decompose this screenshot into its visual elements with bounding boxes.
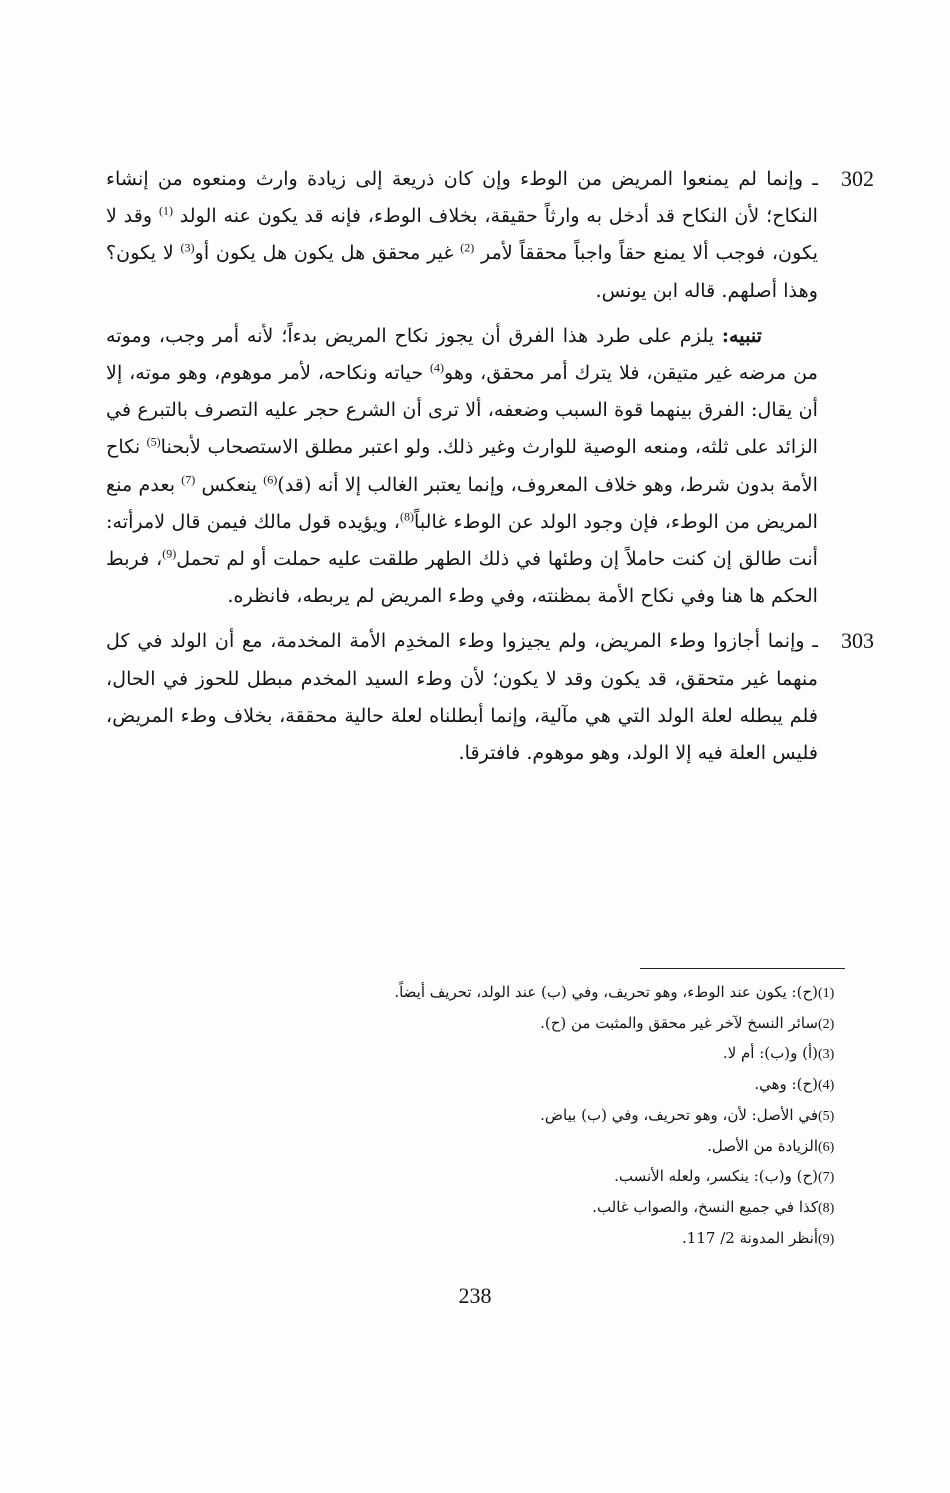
paragraph-text: حياته ونكاحه، لأمر موهوم، وهو موته، إلا أن يقال: الفرق بينهما قوة السبب وضعفه، ألا ترى أن الشرع حجر عليه التصرف بالتبرع في الزائد على ثلثه، ومنعه الوصية للوارث وغير ذلك. ولو اعتبر مطلق الاستصحاب لأبحنا (106, 361, 818, 459)
footnote-number: (1) (818, 986, 835, 1001)
footnote-number: (6) (818, 1139, 835, 1155)
paragraph-text: ، ويؤيده قول مالك فيمن قال لامرأته: أنت طالق إن كنت حاملاً إن وطئها في ذلك الطهر طلقت عليه حملت أو لم تحمل (106, 509, 818, 571)
footnote-text: أنظر المدونة 2/ 117. (682, 1228, 818, 1247)
paragraph-text: وقد لا يكون، فوجب ألا يمنع حقاً واجباً محققاً لأمر (106, 204, 818, 265)
footnote-ref-4: (4) (430, 360, 445, 375)
tanbih-label: تنبيه: (721, 323, 762, 347)
footnote-text: كذا في جميع النسخ، والصواب غالب. (592, 1197, 818, 1216)
footnote-number: (7) (818, 1170, 835, 1186)
paragraph-303 (106, 622, 874, 771)
tanbih-paragraph (106, 317, 818, 615)
paragraph-text: غير محقق هل يكون هل يكون أو (194, 241, 454, 265)
paragraph-text: ينعكس (201, 472, 257, 496)
footnote-number: (2) (818, 1016, 835, 1032)
footnote-ref-9: (9) (162, 546, 177, 561)
footnote-item (200, 1101, 852, 1132)
footnote-text: (ح): وهي. (754, 1075, 818, 1094)
footnote-ref-6: (6) (263, 472, 278, 487)
footnotes-list (200, 978, 852, 1254)
footnote-ref-2: (2) (460, 241, 475, 256)
paragraph-302 (106, 160, 874, 309)
footnote-item (200, 1132, 852, 1163)
footnote-text: (أ) و(ب): أم لا. (722, 1044, 818, 1063)
footnote-item (200, 1162, 852, 1193)
paragraph-number: 302 (841, 166, 874, 191)
footnote-item (200, 1039, 852, 1070)
paragraph-text: ـ وإنما لم يمنعوا المريض من الوطء وإن كان ذريعة إلى زيادة وارث ومنعوه من إنشاء النكاح؛ لأن النكاح قد أدخل به وارثاً حقيقة، بخلاف الوطء، فإنه قد يكون عنه الولد (106, 167, 818, 228)
footnote-ref-7: (7) (181, 472, 196, 487)
footnote-ref-1: (1) (158, 203, 173, 218)
footnote-separator (640, 968, 845, 969)
footnote-item (200, 1009, 852, 1040)
footnote-item (200, 978, 852, 1009)
paragraph-text: ، فربط الحكم ها هنا وفي نكاح الأمة بمظنته، وفي وطء المريض لم يربطه، فانظره. (106, 547, 818, 608)
footnote-number: (4) (818, 1078, 835, 1094)
main-text (106, 160, 874, 771)
footnote-number: (3) (818, 1047, 835, 1063)
paragraph-text: ـ وإنما أجازوا وطء المريض، ولم يجيزوا وطء المخدِم الأمة المخدمة، مع أن الولد في كل منهما غير متحقق، قد يكون وقد لا يكون؛ لأن وطء السيد المخدم مبطل للحوز في الحال، فلم يبطله لعلة الولد التي هي مآلية، وإنما أبطلناه لعلة حالية محققة، بخلاف وطء المريض، فليس العلة فيه إلا الولد، وهو موهوم. فافترقا. (106, 629, 818, 765)
footnote-ref-5: (5) (146, 435, 161, 450)
footnote-number: (9) (818, 1231, 835, 1247)
footnote-number: (8) (818, 1200, 835, 1216)
paragraph-text: بعدم منع المريض من الوطء، فإن وجود الولد عن الوطء غالباً (106, 472, 819, 533)
footnote-item (200, 1224, 852, 1255)
footnote-ref-8: (8) (400, 509, 414, 524)
paragraph-number: 303 (841, 628, 874, 654)
footnote-item (200, 1070, 852, 1101)
footnote-text: الزيادة من الأصل. (707, 1136, 818, 1155)
footnote-text: سائر النسخ لآخر غير محقق والمثبت من (ح). (540, 1013, 818, 1032)
footnote-text: (ح): يكون عند الوطء، وهو تحريف، وفي (ب) عند الولد، تحريف أيضاً. (394, 983, 818, 1001)
page-number: 238 (458, 1283, 492, 1308)
paragraph-text: نكاح الأمة بدون شرط، وهو خلاف المعروف، وإنما يعتبر الغالب إلا أنه (قد) (106, 435, 818, 496)
footnote-item (200, 1193, 852, 1224)
paragraph-text: يلزم على طرد هذا الفرق أن يجوز نكاح المريض بدءاً؛ لأنه أمر وجب، وموته من مرضه غير متيقن، فلا يترك أمر محقق، وهو (106, 323, 818, 385)
paragraph-text: لا يكون؟ وهذا أصلهم. قاله ابن يونس. (106, 241, 818, 302)
footnote-text: (ح) و(ب): ينكسر، ولعله الأنسب. (614, 1167, 818, 1186)
footnote-ref-3: (3) (180, 241, 195, 256)
footnote-number: (5) (818, 1108, 835, 1124)
footnote-text: في الأصل: لأن، وهو تحريف، وفي (ب) بياض. (540, 1105, 818, 1124)
